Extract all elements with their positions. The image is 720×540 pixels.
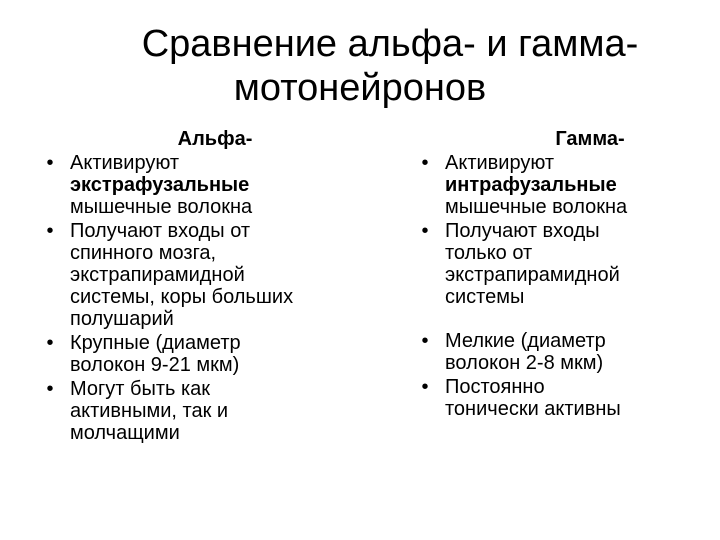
- alpha-list: [40, 152, 360, 444]
- alpha-heading: Альфа-: [177, 128, 253, 150]
- list-item-text: мышечные волокна: [70, 196, 253, 218]
- bullet-icon: •: [421, 220, 429, 242]
- list-item-text: активными, так и: [70, 400, 229, 422]
- list-item: [415, 220, 715, 308]
- list-item: [40, 378, 360, 444]
- list-item-text-bold: интрафузальные: [445, 174, 617, 196]
- list-item-text: Крупные (диаметр: [70, 332, 241, 354]
- list-item-text: полушарий: [70, 308, 174, 330]
- list-item-text: Мелкие (диаметр: [445, 330, 606, 352]
- list-item-text: мышечные волокна: [445, 196, 628, 218]
- list-item: [40, 152, 360, 218]
- list-item: [40, 220, 360, 330]
- list-item-text: Получают входы: [445, 220, 600, 242]
- list-item-text: Активируют: [445, 152, 555, 174]
- bullet-icon: •: [421, 152, 429, 174]
- slide-title: [0, 22, 720, 110]
- bullet-icon: •: [421, 330, 429, 352]
- list-item: [415, 152, 715, 218]
- list-item-text: только от: [445, 242, 533, 264]
- slide-title-line1: Сравнение альфа- и гамма-: [141, 23, 639, 65]
- list-item-text: Получают входы от: [70, 220, 251, 242]
- bullet-icon: •: [421, 376, 429, 398]
- slide-title-line2: мотонейронов: [233, 67, 487, 109]
- bullet-icon: •: [46, 152, 54, 174]
- list-item-text: Активируют: [70, 152, 180, 174]
- list-item-text: спинного мозга,: [70, 242, 217, 264]
- bullet-icon: •: [46, 332, 54, 354]
- list-item-text-bold: экстрафузальные: [70, 174, 250, 196]
- gamma-list: [415, 152, 715, 420]
- list-item-text: молчащими: [70, 422, 180, 444]
- bullet-icon: •: [46, 378, 54, 400]
- list-item: [40, 332, 360, 376]
- list-item-text: системы, коры больших: [70, 286, 294, 308]
- gamma-heading: Гамма-: [555, 128, 625, 150]
- list-item: [415, 376, 715, 420]
- list-item-text: системы: [445, 286, 525, 308]
- list-item-text: Постоянно: [445, 376, 545, 398]
- list-item-text: тонически активны: [445, 398, 621, 420]
- alpha-column: [40, 128, 360, 446]
- list-item-text: волокон 2-8 мкм): [445, 352, 604, 374]
- list-item-text: волокон 9-21 мкм): [70, 354, 240, 376]
- gamma-column: [415, 128, 715, 422]
- bullet-icon: •: [46, 220, 54, 242]
- list-item-text: Могут быть как: [70, 378, 211, 400]
- list-item: [415, 330, 715, 374]
- list-item-text: экстрапирамидной: [445, 264, 620, 286]
- list-item-text: экстрапирамидной: [70, 264, 245, 286]
